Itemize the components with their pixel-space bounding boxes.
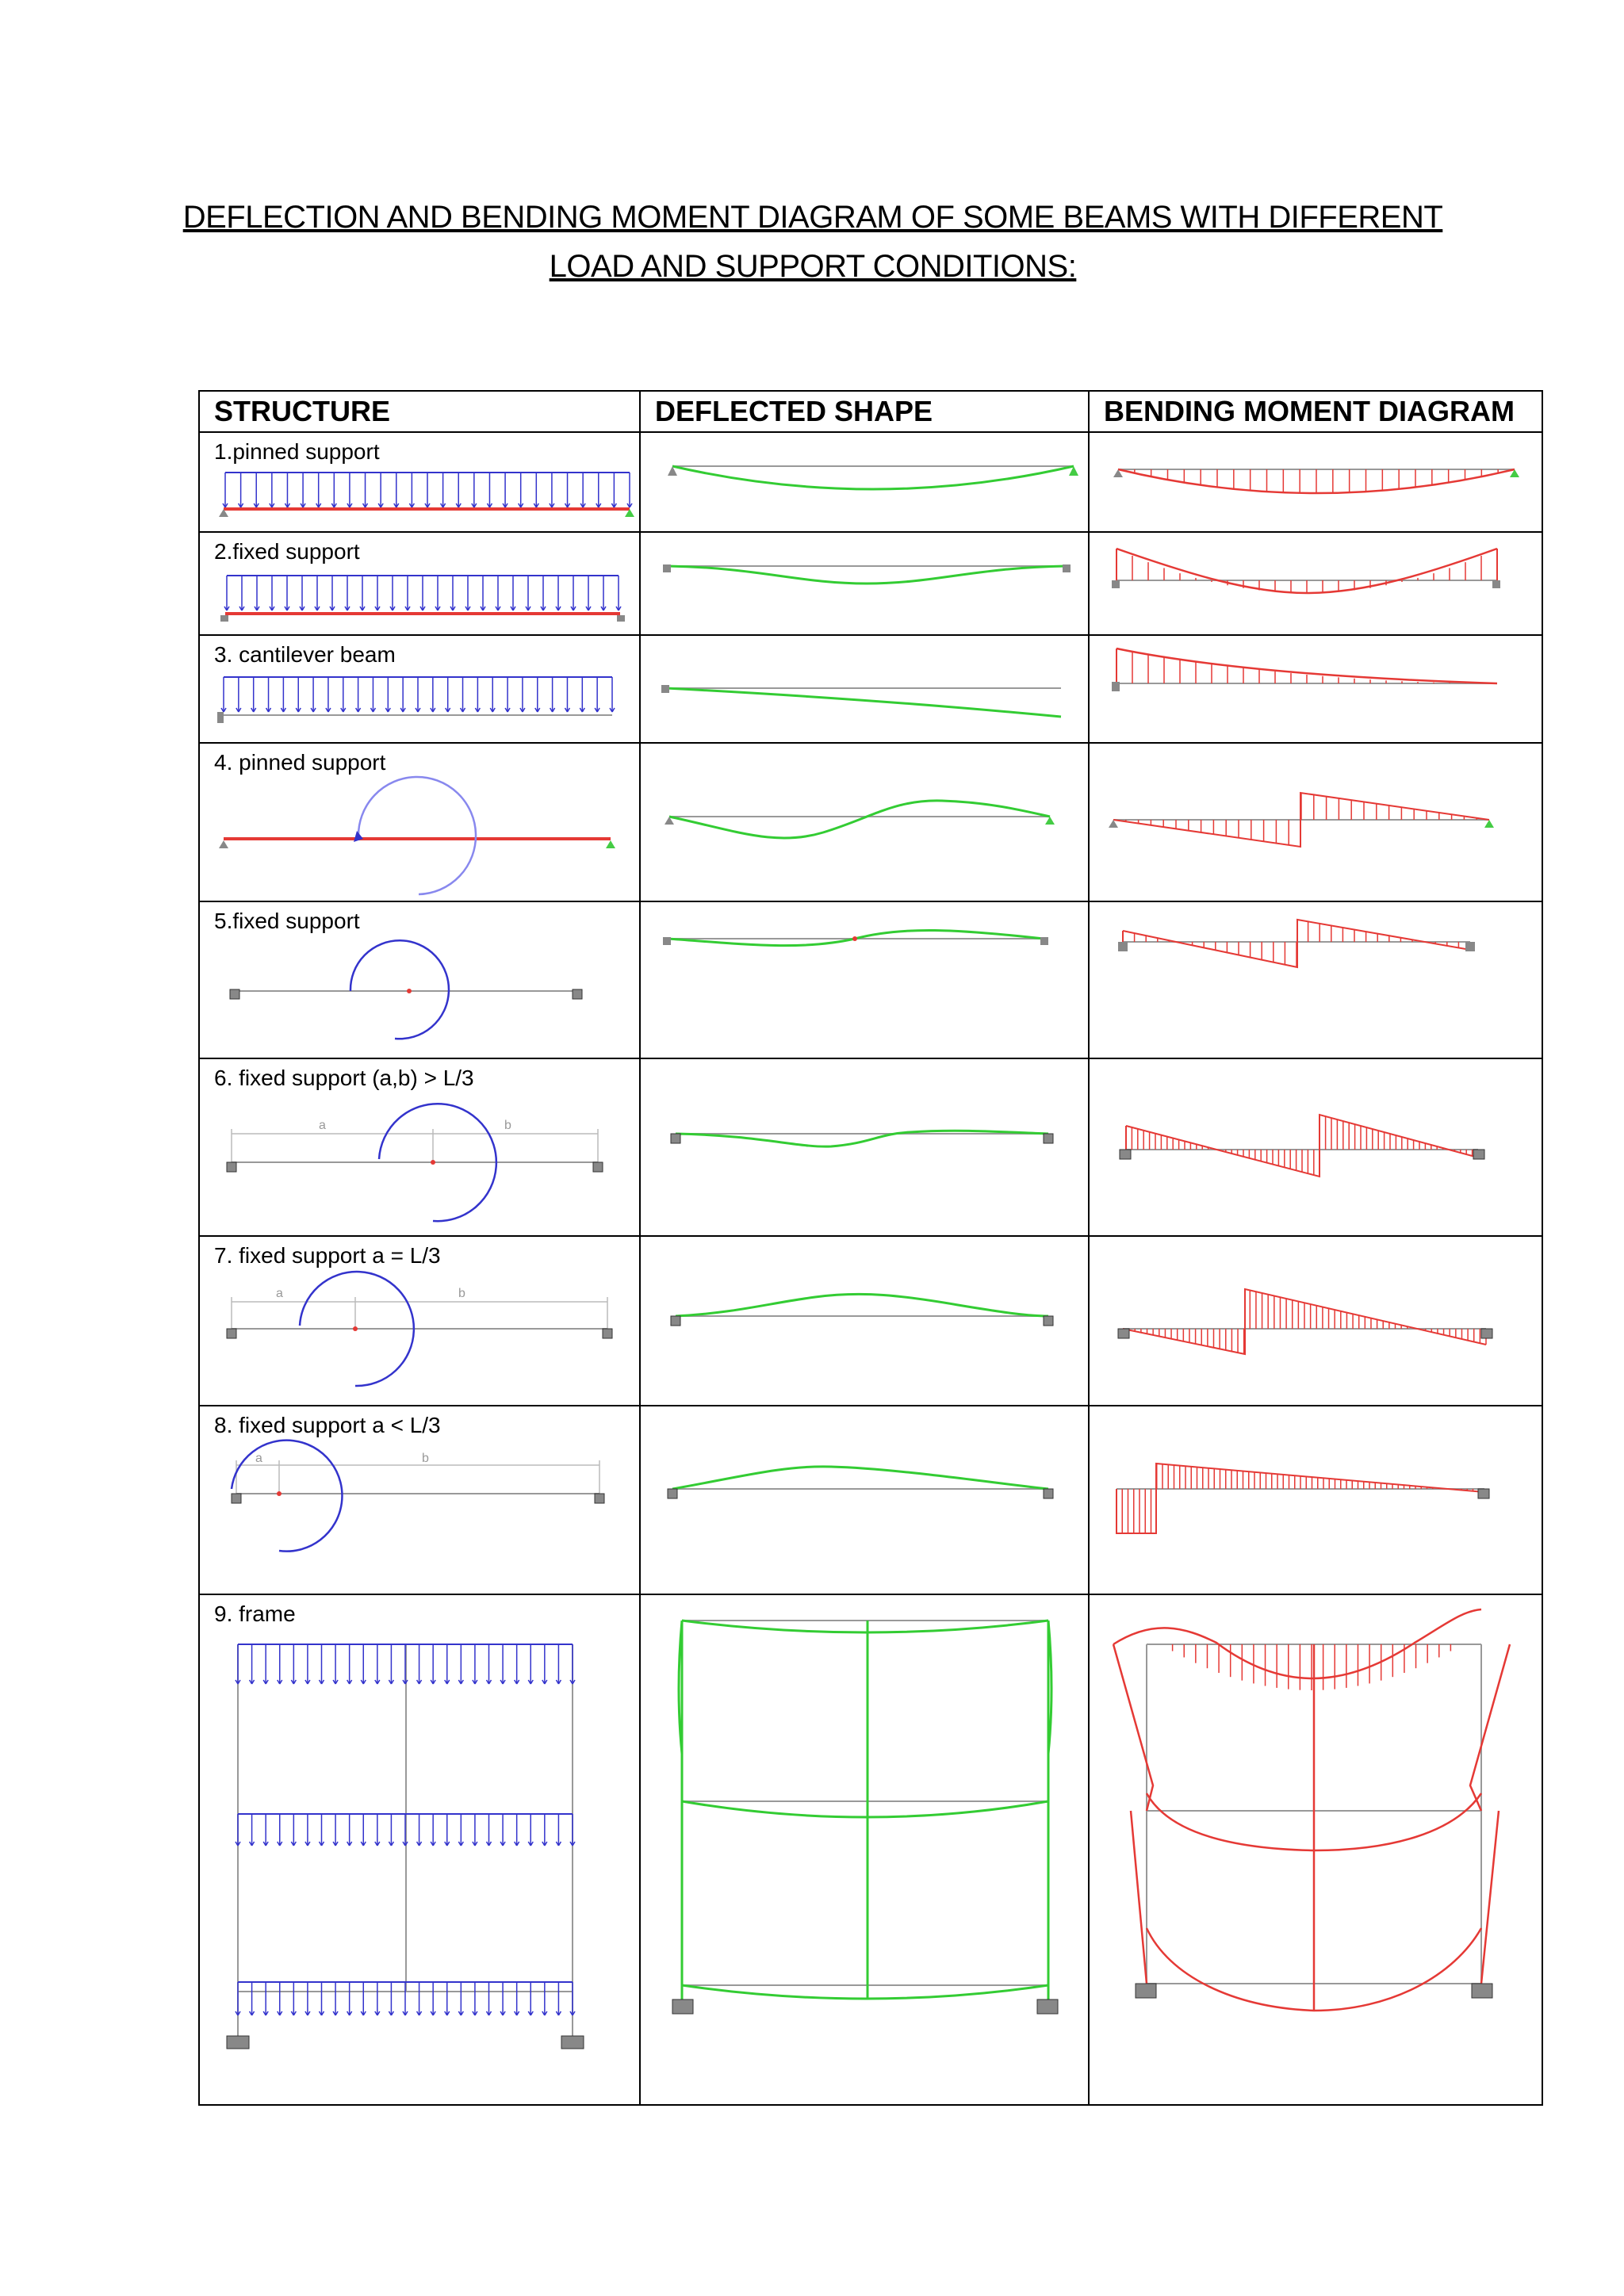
- moment-diagram: [1090, 1595, 1543, 2104]
- col-header-moment: BENDING MOMENT DIAGRAM: [1089, 391, 1542, 432]
- table-row: [199, 1058, 1542, 1236]
- deflection-diagram: [641, 744, 1090, 901]
- moment-diagram: [1090, 1059, 1543, 1235]
- page-title-line-2: LOAD AND SUPPORT CONDITIONS:: [549, 249, 1077, 284]
- deflection-diagram: [641, 533, 1090, 634]
- moment-diagram: [1090, 636, 1543, 742]
- deflection-diagram: [641, 1059, 1090, 1235]
- dim-label-a: a: [276, 1287, 283, 1300]
- deflection-diagram: [641, 1237, 1090, 1405]
- row-label: 6. fixed support (a,b) > L/3: [214, 1066, 474, 1090]
- deflection-diagram: [641, 902, 1090, 1058]
- table-row: [199, 532, 1542, 635]
- row-label: 9. frame: [214, 1601, 296, 1626]
- dim-label-a: a: [255, 1452, 262, 1465]
- row-label: 5.fixed support: [214, 909, 360, 933]
- structure-diagram: [200, 1595, 641, 2104]
- moment-diagram: [1090, 902, 1543, 1058]
- deflection-diagram: [641, 636, 1090, 742]
- deflection-diagram: [641, 433, 1090, 531]
- row-label: 3. cantilever beam: [214, 642, 396, 667]
- table-row: [199, 432, 1542, 532]
- table-row: [199, 1236, 1542, 1406]
- dim-label-b: b: [458, 1287, 465, 1300]
- row-label: 1.pinned support: [214, 439, 380, 464]
- table-row: [199, 901, 1542, 1058]
- row-label: 4. pinned support: [214, 750, 386, 775]
- deflection-diagram: [641, 1595, 1090, 2104]
- deflection-diagram: [641, 1406, 1090, 1594]
- moment-diagram: [1090, 533, 1543, 634]
- diagram-table: [198, 390, 1543, 2106]
- table-row: [199, 743, 1542, 901]
- moment-diagram: [1090, 744, 1543, 901]
- dim-label-b: b: [504, 1119, 511, 1132]
- row-label: 2.fixed support: [214, 539, 360, 564]
- dim-label-a: a: [319, 1119, 326, 1132]
- page-title-line-1: DEFLECTION AND BENDING MOMENT DIAGRAM OF SOME BEAMS WITH DIFFERENT: [182, 200, 1443, 235]
- table-row: [199, 1594, 1542, 2105]
- row-label: 8. fixed support a < L/3: [214, 1413, 441, 1437]
- moment-diagram: [1090, 433, 1543, 531]
- table-row: [199, 1406, 1542, 1594]
- moment-diagram: [1090, 1406, 1543, 1594]
- table-row: [199, 635, 1542, 743]
- moment-diagram: [1090, 1237, 1543, 1405]
- col-header-structure: STRUCTURE: [199, 391, 640, 432]
- row-label: 7. fixed support a = L/3: [214, 1243, 441, 1268]
- table-header-row: [199, 391, 1542, 432]
- dim-label-b: b: [422, 1452, 429, 1465]
- col-header-deflected: DEFLECTED SHAPE: [640, 391, 1089, 432]
